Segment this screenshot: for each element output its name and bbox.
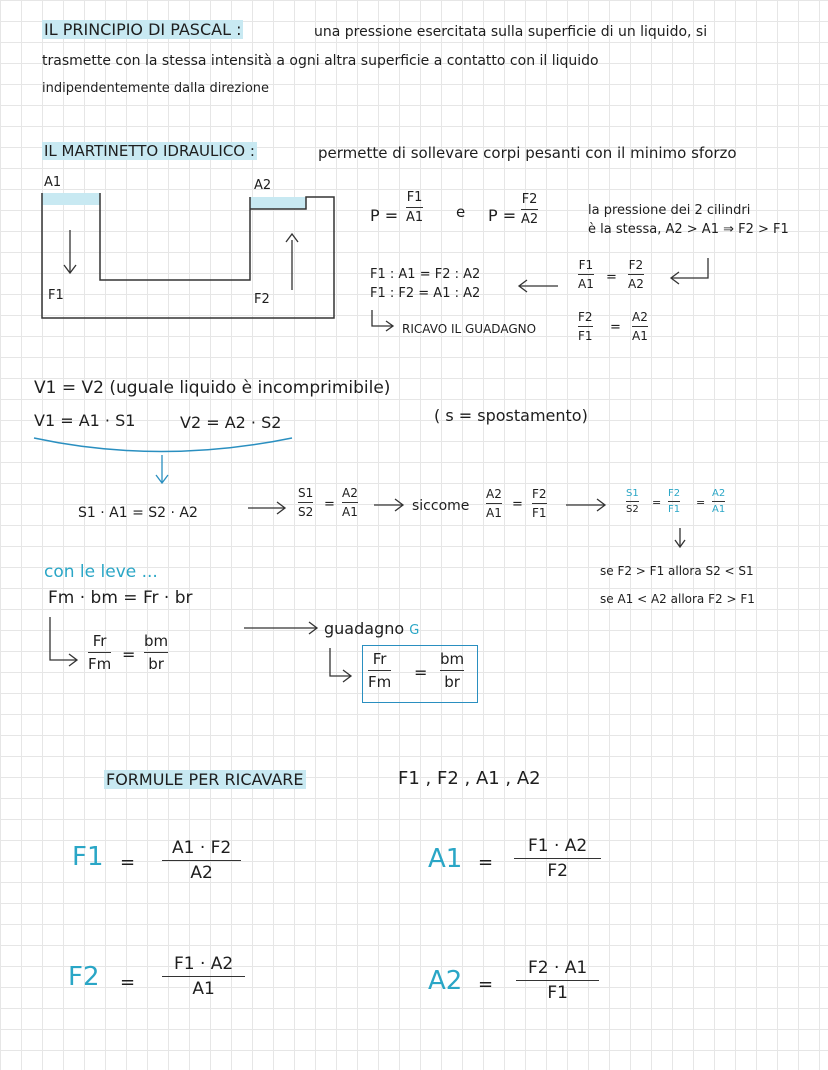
leve-l-den: Fm <box>88 655 112 673</box>
f2-fraction <box>162 954 245 999</box>
f2-eq: = <box>120 972 136 993</box>
f2-den: A1 <box>192 979 215 999</box>
f1-num: A1 · F2 <box>172 838 232 858</box>
g-f2: F2 <box>578 310 593 324</box>
f2-num: F1 · A2 <box>174 954 234 974</box>
leve-formula: Fm · bm = Fr · br <box>48 588 193 608</box>
leve-l-num: Fr <box>92 632 107 650</box>
proportion-2: F1 : F2 = A1 : A2 <box>370 286 481 301</box>
frac-f2-f1 <box>578 310 593 343</box>
frac-f2: F2 <box>628 258 644 272</box>
a2-eq: = <box>478 974 494 995</box>
p1-fraction <box>406 190 423 225</box>
p1-num: F1 <box>406 190 423 205</box>
leve-r-num: bm <box>144 632 169 650</box>
gb-den1: Fm <box>368 673 392 691</box>
guadagno-frac-left <box>368 650 391 691</box>
p-label-1: P = <box>370 206 399 225</box>
r4-den: F1 <box>532 506 547 520</box>
spostamento-note: ( s = spostamento) <box>434 406 588 425</box>
leve-frac-left <box>88 632 111 673</box>
frac-a2: A2 <box>628 277 644 291</box>
arrow-return <box>672 258 708 278</box>
frac-f2-a2 <box>628 258 644 291</box>
a2-num: F2 · A1 <box>528 958 588 978</box>
ratio-f2-f1 <box>532 487 547 520</box>
f1-den: A2 <box>190 863 213 883</box>
martinetto-desc: permette di sollevare corpi pesanti con il minimo sforzo <box>318 144 737 162</box>
r2-num: A2 <box>342 486 358 500</box>
r4-num: F2 <box>532 487 547 501</box>
g-a1: A1 <box>632 329 648 343</box>
martinetto-title: IL MARTINETTO IDRAULICO : <box>44 142 255 160</box>
eq-sign-6: = <box>696 496 706 509</box>
a2-den: F1 <box>547 983 568 1003</box>
r1-num: S1 <box>298 486 314 500</box>
eq-sign-4: = <box>512 497 523 512</box>
volume-line1: V1 = V2 (uguale liquido è incomprimibile) <box>34 378 391 398</box>
label-a2: A2 <box>254 178 272 193</box>
eq-sign-leve: = <box>122 645 136 664</box>
combined-f2-f1 <box>668 488 680 515</box>
gb-num1: Fr <box>372 650 387 668</box>
and-word: e <box>456 203 466 221</box>
label-f1: F1 <box>48 288 64 303</box>
p-label-2: P = <box>488 206 517 225</box>
c1-num: S1 <box>626 488 639 499</box>
f2-lhs: F2 <box>68 962 100 992</box>
r3-num: A2 <box>486 487 502 501</box>
pascal-line2: trasmette con la stessa intensità a ogni altra superficie a contatto con il liquido <box>42 53 599 69</box>
pressure-note-1: la pressione dei 2 cilindri <box>588 203 751 218</box>
ratio-a2-a1-b <box>486 487 502 520</box>
g-a2: A2 <box>632 310 648 324</box>
ricavo-guadagno: RICAVO IL GUADAGNO <box>402 322 537 336</box>
leve-r-den: br <box>148 655 164 673</box>
p2-fraction <box>521 192 538 227</box>
a2-fraction <box>516 958 599 1003</box>
f1-lhs: F1 <box>72 842 104 872</box>
gb-den2: br <box>444 673 460 691</box>
p2-num: F2 <box>521 192 538 207</box>
condition-1: se F2 > F1 allora S2 < S1 <box>600 564 754 578</box>
volume-v1: V1 = A1 · S1 <box>34 411 136 430</box>
a1-fraction <box>514 836 601 881</box>
proportion-1: F1 : A1 = F2 : A2 <box>370 267 481 282</box>
liquid-a1 <box>42 193 100 205</box>
eq-sign-2: = <box>610 320 621 335</box>
a1-eq: = <box>478 852 494 873</box>
label-f2: F2 <box>254 292 270 307</box>
condition-2: se A1 < A2 allora F2 > F1 <box>600 592 755 606</box>
r3-den: A1 <box>486 506 502 520</box>
eq-sign-1: = <box>606 270 617 285</box>
f1-fraction <box>162 838 241 883</box>
frac-a2-a1 <box>632 310 648 343</box>
formule-vars: F1 , F2 , A1 , A2 <box>398 768 541 789</box>
c2-num: F2 <box>668 488 681 499</box>
a1-lhs: A1 <box>428 844 463 874</box>
guadagno-text: guadagno <box>324 619 405 638</box>
frac-a1: A1 <box>578 277 594 291</box>
brace-curve <box>34 438 292 452</box>
vessel-outline <box>42 193 334 318</box>
r1-den: S2 <box>298 505 314 519</box>
a1-num: F1 · A2 <box>528 836 588 856</box>
leve-hook-arrow <box>50 617 76 660</box>
guadagno-frac-right <box>440 650 464 691</box>
guadagno-hook <box>330 648 350 676</box>
pascal-title: IL PRINCIPIO DI PASCAL : <box>44 20 242 39</box>
leve-frac-right <box>144 632 168 673</box>
ratio-a2-a1 <box>342 486 358 519</box>
pascal-line1: una pressione esercitata sulla superficie di un liquido, si <box>314 24 708 40</box>
c3-den: A1 <box>712 504 726 515</box>
eq-sign-5: = <box>652 496 662 509</box>
formule-title: FORMULE PER RICAVARE <box>106 770 304 789</box>
a1-den: F2 <box>547 861 568 881</box>
combined-s1-s2 <box>626 488 639 515</box>
guadagno-g: G <box>409 623 420 638</box>
eq-sign-guadagno: = <box>414 663 428 682</box>
volume-v2: V2 = A2 · S2 <box>180 413 282 432</box>
c1-den: S2 <box>626 504 639 515</box>
r2-den: A1 <box>342 505 358 519</box>
c2-den: F1 <box>668 504 681 515</box>
a2-lhs: A2 <box>428 966 463 996</box>
frac-f1-a1 <box>578 258 594 291</box>
p1-den: A1 <box>406 210 424 225</box>
guadagno-word <box>324 619 419 638</box>
label-a1: A1 <box>44 175 62 190</box>
eq-sign-3: = <box>324 497 335 512</box>
frac-f1: F1 <box>578 258 594 272</box>
liquid-a2 <box>250 197 306 209</box>
g-f1: F1 <box>578 329 593 343</box>
siccome-word: siccome <box>412 498 470 514</box>
ratio-s1-s2 <box>298 486 313 519</box>
combined-a2-a1 <box>712 488 725 515</box>
volume-eq-main: S1 · A1 = S2 · A2 <box>78 505 198 521</box>
pressure-note-2: è la stessa, A2 > A1 ⇒ F2 > F1 <box>588 222 789 237</box>
p2-den: A2 <box>521 212 539 227</box>
leve-title: con le leve ... <box>44 562 158 582</box>
gb-num2: bm <box>440 650 465 668</box>
f1-eq: = <box>120 852 136 873</box>
c3-num: A2 <box>712 488 726 499</box>
pascal-line3: indipendentemente dalla direzione <box>42 81 270 96</box>
